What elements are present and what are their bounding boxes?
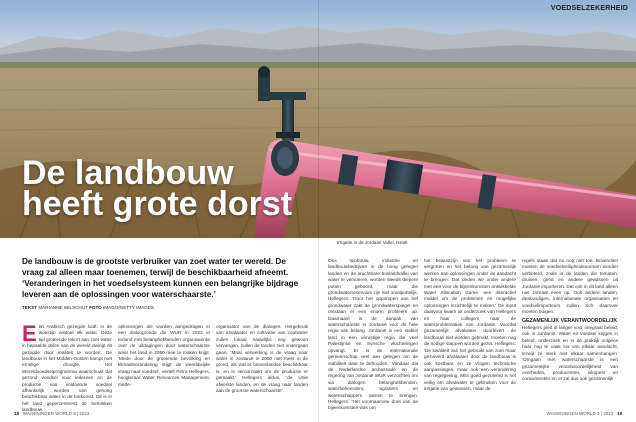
body-column-5: het bewustzijn van het probleem te vergroten en het belang van gezamenlijk werken aan oplossingen onder de aandacht te brengen. Dat deden we onder andere met een voor de bijeenkomsten ontwikkelde Water Allocation Game, een interactief middel om de problemen en mogelijke oplossingen inzichtelijk te maken.’ De input daarvoor kwam uit onderzoek van Hellegers en haar collega’s naar de waterproblematiek van Jordanië. Voordat gezamenlijk afvalwater doorlevert de landbouw niet worden gebruikt, moeten nog de nodige stappen worden gezet. Hellegers: ‘De kwaliteit van het gebruikt van zoet maar gezuiverd afvalwater door de landbouw is ook kostbaar en ze vragen technische aanpassingen, maar ook een verandering van regelgeving. Mits goed gezuiverd is het veilig om afvalwater te gebruiken voor de irrigatie van gewassen, maar de: [424, 258, 516, 392]
body-column-1: [22, 324, 112, 412]
page-gutter: [318, 0, 319, 422]
body-column-3: organisator van de dialogen. Hergebruik van afvalwater en cultivatie van zoutwater zullen lokaal nauwlijks nog gewoon vervangen, zullen de landen niet ondergaan gaan. ‘Maar verwerking is de vraag naar water in Jordanië in 2050 niet meer in de grond, als wat er binnenlandse beschikbaar is, en is veroorzaakt om de productie er gemaakt.’ Hellegers aldus, ‘de Unie afwerkte landen, en de vraag naar landen aan de grootste waterschaarste’.: [216, 324, 308, 394]
magazine-name-left: WAGENINGEN WORLD: [22, 411, 72, 416]
body-text-1: en Arabisch gezegde luidt: in de woestijn voldoet elk water. Deze tijd groeiende tekort aan zoet water in bepaalde delen van de wereld dwingt dit gezegde door realiteit te worden. De landbouw in het Midden-Oosten kampt met ernstige droogte. Het Wereldvoedselprogramma waarschuwt dat gezond voedsel voor iedereen en de productie van voldoende voedsel afhankelijk worden van genoeg beschikbaar water in de toekomst. Dit is in het land gepercenteerd de betrokken landbouw.: [22, 324, 112, 412]
body-text-6: regels staan dat nu nog niet toe. Bovendien moeten de voedselveiligheidsnormen worden verbeterd, zoals in de landen die tomaten, druiven, gerst en andere gewassen uit Jordanië importeren. Dat ook in dit land alleen niet zomaar even op. Ook andere landen, deskundigen, internationale organisaties en voedselimporteurs zullen zich daarover moeten buigen.’: [522, 258, 618, 315]
photo-credit: IMAGO/GETTY IMAGES: [103, 305, 154, 310]
subheading: GEZAMENLIJK VERANTWOORDELIJK: [522, 317, 618, 324]
body-text-6b: Hellegers pleit al langer voor integraal beleid, ook in Jordanië. Water en voedsel krijgen in beleid, onderzoek en in de praktijk volgens haar nog te vaak los van elkaar aandacht, terwijl ze sterk met elkaar samenhangen. ‘Omgaan met waterschaarste is een gezamenlijke verantwoordelijkheid van overheden, producenten, inkopers en consumenten en er zal dus ook gezamenlijk: [522, 325, 618, 382]
page-number-right: 19: [616, 411, 622, 416]
lead-paragraph: De landbouw is de grootste verbruiker van zoet water ter wereld. De vraag zal alleen maar toenemen, terwijl de beschikbaarheid afneemt. ‘Veranderingen in het voedselsysteem kunnen een belangrijke bijdrage leveren aan de oplossingen voor waterschaarste.’: [22, 257, 299, 299]
body-column-2: oplossingen die worden aangedragen in een dialoogronde die WUR in 2022 in Ierland met belanghebbenden organiseerde over de uitdagingen door waterschaarste waar het land in 2050 mee te maken krijgt. ‘Mede door de groeiende bevolking en klimaatverandering stijgt de wereldwijde vraag naar voedsel’, vertelt Petra Hellegers, hoogleraar Water Resources Management, mede-: [118, 324, 210, 387]
body-column-4: Ons tuinbouw, industrie en landbouwbedrijven in de hoog gelegen landen en de vruchtbare boslandvallei van water te vervoeren, worden steeds diepere putten geboord, maar die grondwaterreservoirs zijn niet onuitputtelijk. Hellegers: ‘Door het oppompen van het grondwater zakt de grondwaterspiegel en ontstaan er een enorm probleem op. Daarnaast is de aanpak van waterschaarste in Jordanië voor de hele regio van belang. Jordanië is een stabiel land in een onrustige regio die veel Palestijnse en Syrische vluchtelingen opvangt. Er is de internationale gemeenschap veel aan gelegen om de stabiliteit daar te behouden.’ Vandaar dat de Nederlandse ambassade en de regering van Jordanië WUR verzochten om via dialogen belanghebbenden, waterbeheerders, agrariërs en wetenschappers samen te brengen. Hellegers: ‘Het voornaamste doel van de bijeenkomsten was om: [328, 258, 418, 411]
photo-caption: Irrigatie in de Jordaan Vallei, Israël.: [337, 240, 409, 245]
body-column-6: [522, 258, 618, 412]
foto-label: FOTO: [89, 305, 102, 310]
headline-line-1: De landbouw: [22, 154, 234, 192]
page-number-left: 18: [14, 411, 20, 416]
folio-right: [547, 411, 622, 416]
author-name: MARIANNE WILSCHUT: [38, 305, 88, 310]
magazine-name-right: WAGENINGEN WORLD: [546, 411, 596, 416]
folio-left: [14, 411, 89, 416]
byline: [22, 305, 154, 310]
tekst-label: TEKST: [22, 305, 38, 310]
issue-right: 3 | 2023: [597, 411, 614, 416]
headline-line-2: heeft grote dorst: [22, 185, 293, 223]
dropcap: E: [22, 324, 37, 346]
section-tag: VOEDSELZEKERHEID: [550, 5, 628, 12]
issue-left: 3 | 2023: [73, 411, 90, 416]
headline: [22, 154, 293, 223]
